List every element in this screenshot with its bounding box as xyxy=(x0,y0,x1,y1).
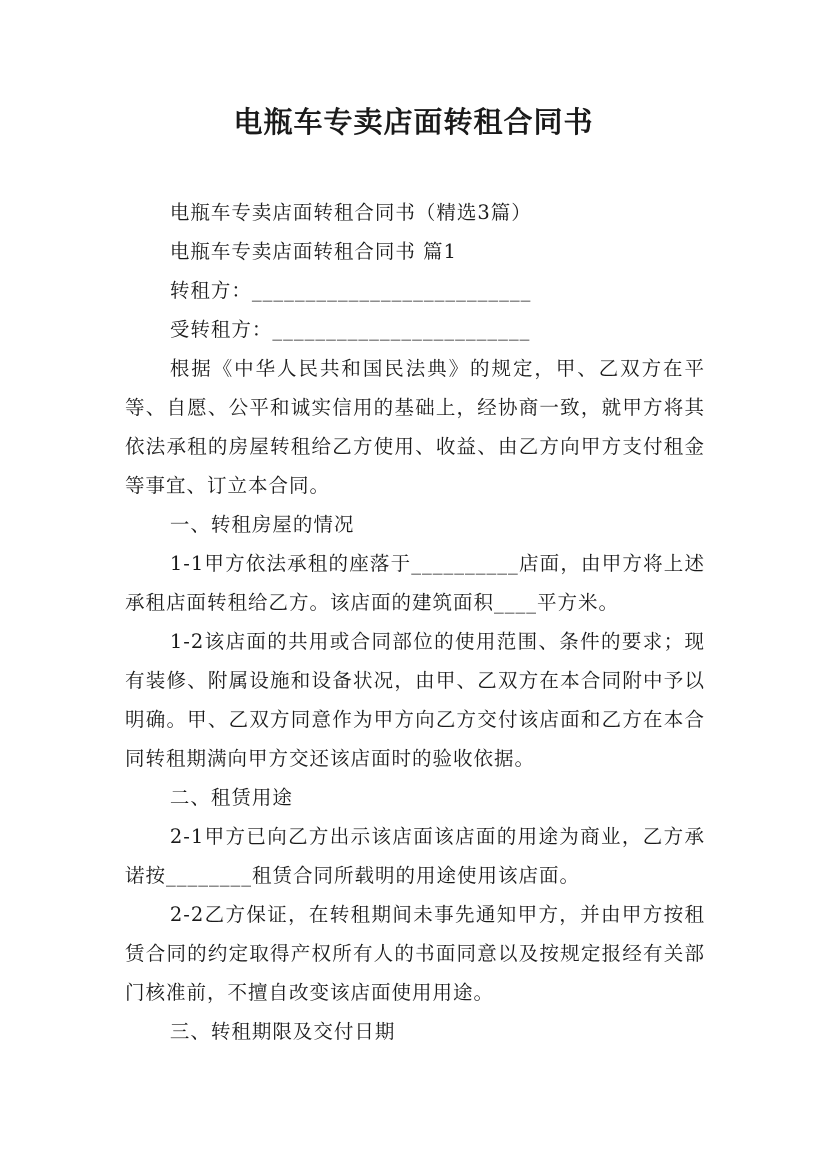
paragraph-heading-2: 二、租赁用途 xyxy=(169,786,293,809)
paragraph-clause-1-2: 1-2该店面的共用或合同部位的使用范围、条件的要求；现有装修、附属设施和设备状况，由甲、乙双方在本合同附中予以明确。甲、乙双方同意作为甲方向乙方交付该店面和乙方在本合同转租期满向甲方交还该店面时的验收依据。 xyxy=(125,630,705,770)
paragraph-heading-1: 一、转租房屋的情况 xyxy=(169,513,355,536)
document-title: 电瓶车专卖店面转租合同书 xyxy=(233,105,594,139)
paragraph-clause-2-1: 2-1甲方已向乙方出示该店面该店面的用途为商业，乙方承诺按________租赁合同所载明的用途使用该店面。 xyxy=(125,825,705,887)
paragraph-clause-2-2: 2-2乙方保证，在转租期间未事先通知甲方，并由甲方按租赁合同的约定取得产权所有人的书面同意以及按规定报经有关部门核准前，不擅自改变该店面使用用途。 xyxy=(125,903,705,1004)
paragraph-preamble: 根据《中华人民共和国民法典》的规定，甲、乙双方在平等、自愿、公平和诚实信用的基础上，经协商一致，就甲方将其依法承租的房屋转租给乙方使用、收益、由乙方向甲方支付租金等事宜、订立本合同。 xyxy=(125,357,705,497)
paragraph-sublessor: 转租方：__________________________ xyxy=(169,279,532,302)
paragraph-subtitle: 电瓶车专卖店面转租合同书（精选3篇） xyxy=(169,201,532,224)
paragraph-heading-3: 三、转租期限及交付日期 xyxy=(169,1020,396,1043)
paragraph-sublessee: 受转租方：________________________ xyxy=(169,318,531,341)
paragraph-clause-1-1: 1-1甲方依法承租的座落于__________店面，由甲方将上述承租店面转租给乙方。该店面的建筑面积____平方米。 xyxy=(125,552,705,614)
paragraph-section-heading: 电瓶车专卖店面转租合同书 篇1 xyxy=(169,240,457,263)
document-body xyxy=(125,193,705,1051)
